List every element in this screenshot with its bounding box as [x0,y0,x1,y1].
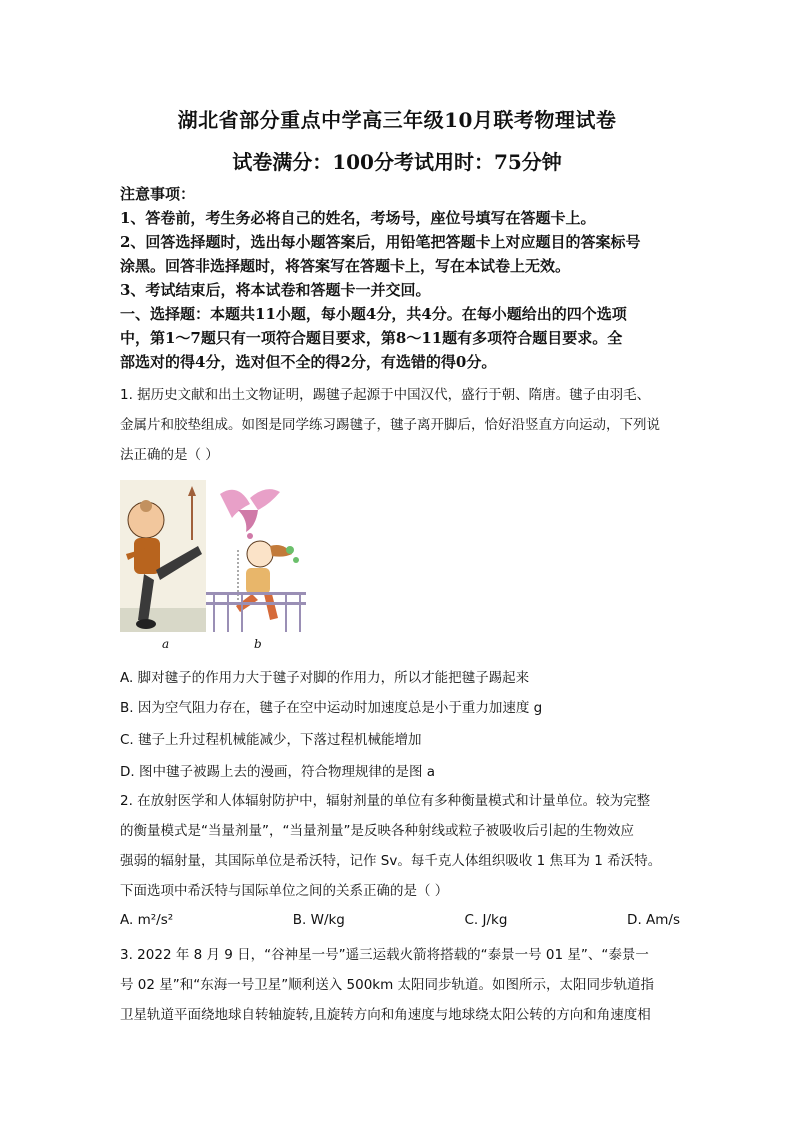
section-heading: 一、选择题：本题共11小题，每小题4分，共4分。在每小题给出的四个选项 [120,305,627,323]
q2-option-a: A. m²/s² [120,912,174,928]
q2-line: 2. 在放射医学和人体辐射防护中，辐射剂量的单位有多种衡量模式和计量单位。较为完整 [120,793,651,809]
q1-option-d: D. 图中毽子被踢上去的漫画，符合物理规律的是图 a [120,764,436,780]
question-2 [120,786,680,906]
figure-label-a: a [162,637,170,651]
notes-item-2-cont: 涂黑。回答非选择题时，将答案写在答题卡上，写在本试卷上无效。 [120,257,571,275]
figure-illustration [120,480,306,652]
q1-option-c: C. 毽子上升过程机械能减少，下落过程机械能增加 [120,732,422,748]
q3-line: 号 02 星”和“东海一号卫星”顺利送入 500km 太阳同步轨道。如图所示，太阳同步轨道指 [120,977,655,993]
q3-line: 3. 2022 年 8 月 9 日，“谷神星一号”遥三运载火箭将搭载的“泰景一号 01 星”、“泰景一 [120,947,649,963]
question-1 [120,380,680,470]
q2-option-d: D. Am/s [627,912,680,928]
q1-option-b: B. 因为空气阻力存在，毽子在空中运动时加速度总是小于重力加速度 g [120,700,543,716]
q2-options [120,912,680,928]
q2-option-b: B. W/kg [292,912,345,928]
q1-line: 1. 据历史文献和出土文物证明，踢毽子起源于中国汉代，盛行于朝、隋唐。毽子由羽毛、 [120,387,651,403]
notes-item-2: 2、回答选择题时，选出每小题答案后，用铅笔把答题卡上对应题目的答案标号 [120,233,641,251]
kid-b-head [247,541,273,567]
notes-heading: 注意事项： [120,185,196,203]
notes-item-3: 3、考试结束后，将本试卷和答题卡一并交回。 [120,281,431,299]
shuttlecock-figure [120,480,306,652]
q1-line: 法正确的是（ ） [120,447,219,463]
q2-line: 的衡量模式是“当量剂量”，“当量剂量”是反映各种射线或粒子被吸收后引起的生物效应 [120,823,634,839]
kid-a-body [134,538,160,574]
question-3 [120,940,680,1030]
notes-item-1: 1、答卷前，考生务必将自己的姓名，考场号，座位号填写在答题卡上。 [120,209,596,227]
q1-option-a: A. 脚对毽子的作用力大于毽子对脚的作用力，所以才能把毽子踢起来 [120,670,530,686]
q1-line: 金属片和胶垫组成。如图是同学练习踢毽子，毽子离开脚后，恰好沿竖直方向运动，下列说 [120,417,660,433]
exam-title: 湖北省部分重点中学高三年级10月联考物理试卷 [177,108,617,132]
q3-line: 卫星轨道平面绕地球自转轴旋转,且旋转方向和角速度与地球绕太阳公转的方向和角速度相 [120,1007,651,1023]
q2-line: 强弱的辐射量，其国际单位是希沃特，记作 Sv。每千克人体组织吸收 1 焦耳为 1 希沃特。 [120,853,662,869]
figure-label-b: b [254,637,262,651]
q2-line: 下面选项中希沃特与国际单位之间的关系正确的是（ ） [120,883,449,899]
section-heading-cont2: 部选对的得4分，选对但不全的得2分，有选错的得0分。 [120,353,497,371]
q2-option-c: C. J/kg [464,912,508,928]
instructions [120,182,680,374]
section-heading-cont: 中，第1～7题只有一项符合题目要求，第8～11题有多项符合题目要求。全 [120,329,623,347]
exam-subtitle: 试卷满分：100分考试用时：75分钟 [232,150,562,174]
